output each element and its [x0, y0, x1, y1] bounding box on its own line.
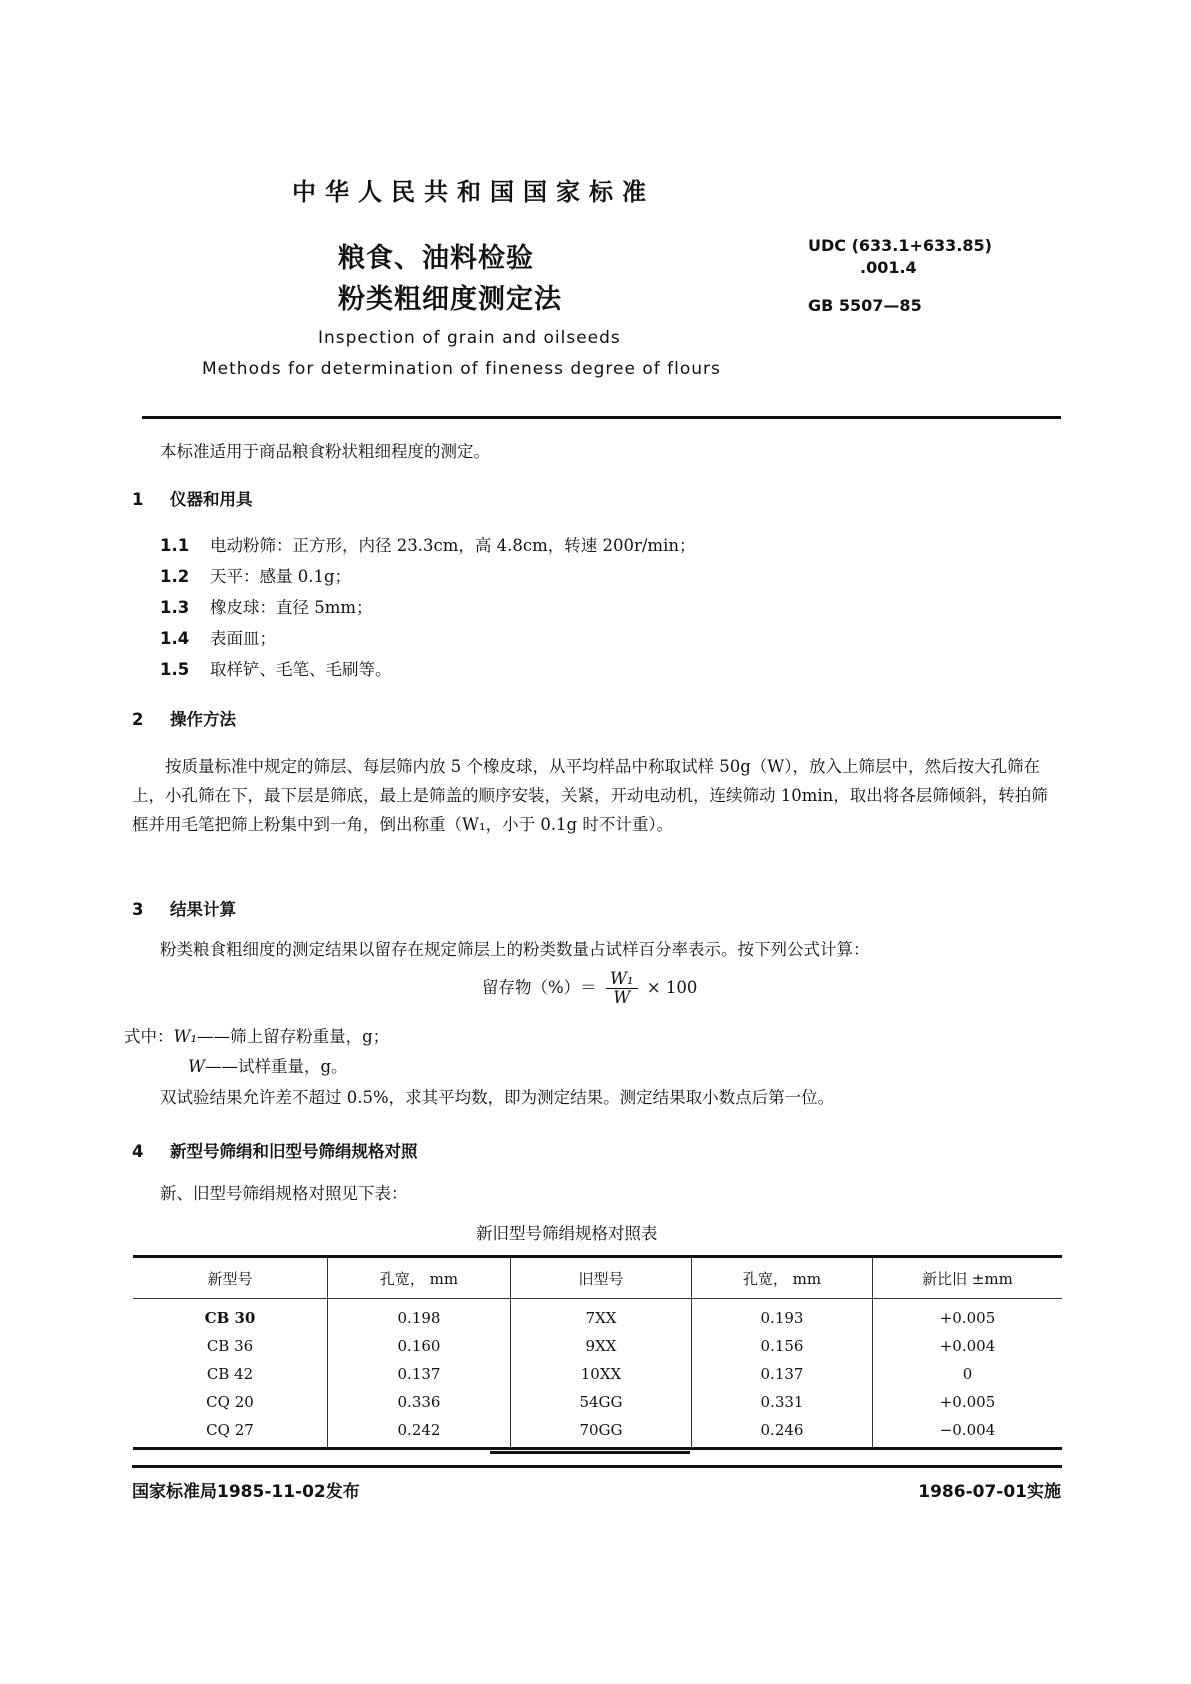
item-text: 天平：感量 0.1g；: [210, 567, 352, 586]
list-item: [160, 656, 392, 680]
issue-date: 国家标准局1985-11-02发布: [132, 1482, 360, 1502]
cell-difference: +0.005: [873, 1299, 1063, 1333]
udc-code-continued: .001.4: [860, 258, 917, 277]
formula-fraction: [606, 970, 638, 1007]
symbol: W₁: [173, 1027, 198, 1046]
section-3-heading: [132, 896, 236, 920]
cell-new-aperture: 0.137: [328, 1360, 511, 1388]
national-standard-label: 中华人民共和国国家标准: [292, 178, 655, 206]
section-number: 4: [132, 1142, 144, 1161]
cell-old-model: 54GG: [511, 1388, 692, 1416]
cell-difference: +0.004: [873, 1332, 1063, 1360]
section-4-heading: [132, 1138, 418, 1162]
item-number: 1.3: [160, 598, 190, 617]
cell-new-model: CQ 27: [133, 1416, 328, 1449]
formula: [482, 970, 697, 1007]
item-number: 1.4: [160, 629, 190, 648]
section-title: 结果计算: [170, 900, 236, 919]
cell-difference: −0.004: [873, 1416, 1063, 1449]
footer-divider: [132, 1465, 1062, 1468]
udc-code: UDC (633.1+633.85): [808, 236, 992, 255]
cell-old-model: 9XX: [511, 1332, 692, 1360]
item-number: 1.1: [160, 536, 190, 555]
item-number: 1.5: [160, 660, 190, 679]
header-new-aperture: 孔宽， mm: [328, 1257, 511, 1299]
table-row: [133, 1388, 1062, 1416]
section-2-heading: [132, 706, 236, 730]
header-old-model: 旧型号: [511, 1257, 692, 1299]
english-title-line1: Inspection of grain and oilseeds: [318, 328, 621, 348]
cell-new-aperture: 0.242: [328, 1416, 511, 1449]
cell-new-model: CB 42: [206, 1365, 254, 1383]
cell-old-model: 70GG: [511, 1416, 692, 1449]
section-1-heading: [132, 486, 253, 510]
item-text: 橡皮球：直径 5mm；: [210, 598, 373, 617]
tolerance-note: 双试验结果允许差不超过 0.5%，求其平均数，即为测定结果。测定结果取小数点后第一位。: [160, 1088, 835, 1107]
cell-new-model: CB 36: [206, 1337, 254, 1355]
end-of-text-rule: [490, 1451, 690, 1454]
formula-rhs: × 100: [646, 978, 698, 997]
section-number: 1: [132, 490, 144, 509]
where-label: 式中：: [124, 1027, 174, 1046]
table-row: [133, 1299, 1062, 1333]
cell-difference: 0: [873, 1360, 1063, 1388]
item-text: 表面皿；: [210, 629, 276, 648]
table-caption: 新旧型号筛绢规格对照表: [476, 1224, 658, 1243]
sieve-spec-table: [133, 1255, 1062, 1450]
formula-lhs: 留存物（%）＝: [482, 978, 597, 997]
cell-new-aperture: 0.160: [328, 1332, 511, 1360]
definition-w: [188, 1053, 348, 1077]
table-intro: 新、旧型号筛绢规格对照见下表：: [160, 1184, 408, 1203]
section-title: 新型号筛绢和旧型号筛绢规格对照: [170, 1142, 418, 1161]
cell-new-aperture: 0.336: [328, 1388, 511, 1416]
formula-denominator: W: [613, 988, 631, 1007]
list-item: [160, 563, 351, 587]
table-row: [133, 1416, 1062, 1449]
item-text: 取样铲、毛笔、毛刷等。: [210, 660, 392, 679]
effective-date: 1986-07-01实施: [918, 1482, 1061, 1502]
calculation-paragraph: 粉类粮食粗细度的测定结果以留存在规定筛层上的粉类数量占试样百分率表示。按下列公式计算：: [160, 940, 870, 959]
header-new-model: 新型号: [133, 1257, 328, 1299]
table-row: [133, 1360, 1062, 1388]
cell-old-aperture: 0.246: [692, 1416, 873, 1449]
english-title-line2: Methods for determination of fineness degree of flours: [202, 359, 721, 379]
cell-new-model: CB 30: [204, 1309, 256, 1327]
header-divider: [142, 416, 1061, 419]
header-old-aperture: 孔宽， mm: [692, 1257, 873, 1299]
document-title-line2: 粉类粗细度测定法: [338, 284, 562, 315]
definition-w1: [124, 1023, 389, 1047]
list-item: [160, 625, 276, 649]
item-text: 电动粉筛：正方形，内径 23.3cm，高 4.8cm，转速 200r/min；: [210, 536, 696, 555]
gb-code: GB 5507—85: [808, 296, 922, 315]
section-number: 2: [132, 710, 144, 729]
section-title: 操作方法: [170, 710, 236, 729]
table-row: [133, 1332, 1062, 1360]
section-title: 仪器和用具: [170, 490, 253, 509]
cell-old-model: 7XX: [511, 1299, 692, 1333]
cell-new-aperture: 0.198: [328, 1299, 511, 1333]
cell-old-aperture: 0.156: [692, 1332, 873, 1360]
list-item: [160, 532, 695, 556]
cell-old-aperture: 0.193: [692, 1299, 873, 1333]
symbol: W: [188, 1057, 205, 1076]
list-item: [160, 594, 373, 618]
procedure-paragraph: 按质量标准中规定的筛层、每层筛内放 5 个橡皮球，从平均样品中称取试样 50g（W），放入上筛层中，然后按大孔筛在上，小孔筛在下，最下层是筛底，最上是筛盖的顺序安装，关紧，开动电动机，连续筛动 10min，取出将各层筛倾斜，转拍筛框并用毛笔把筛上粉集中到一角，倒出称重（W₁，小于 0.1g 时不计重）。: [132, 757, 1048, 834]
formula-numerator: W₁: [606, 970, 638, 989]
definition-text: ——筛上留存粉重量，g；: [197, 1027, 390, 1046]
scope-statement: 本标准适用于商品粮食粉状粗细程度的测定。: [160, 442, 490, 461]
header-difference: 新比旧 ±mm: [873, 1257, 1063, 1299]
table-header-row: [133, 1257, 1062, 1299]
definition-text: ——试样重量，g。: [204, 1057, 348, 1076]
item-number: 1.2: [160, 567, 190, 586]
section-number: 3: [132, 900, 144, 919]
cell-difference: +0.005: [873, 1388, 1063, 1416]
cell-old-model: 10XX: [511, 1360, 692, 1388]
cell-new-model: CQ 20: [206, 1393, 254, 1411]
document-title-line1: 粮食、油料检验: [338, 243, 534, 274]
cell-old-aperture: 0.331: [692, 1388, 873, 1416]
cell-old-aperture: 0.137: [692, 1360, 873, 1388]
